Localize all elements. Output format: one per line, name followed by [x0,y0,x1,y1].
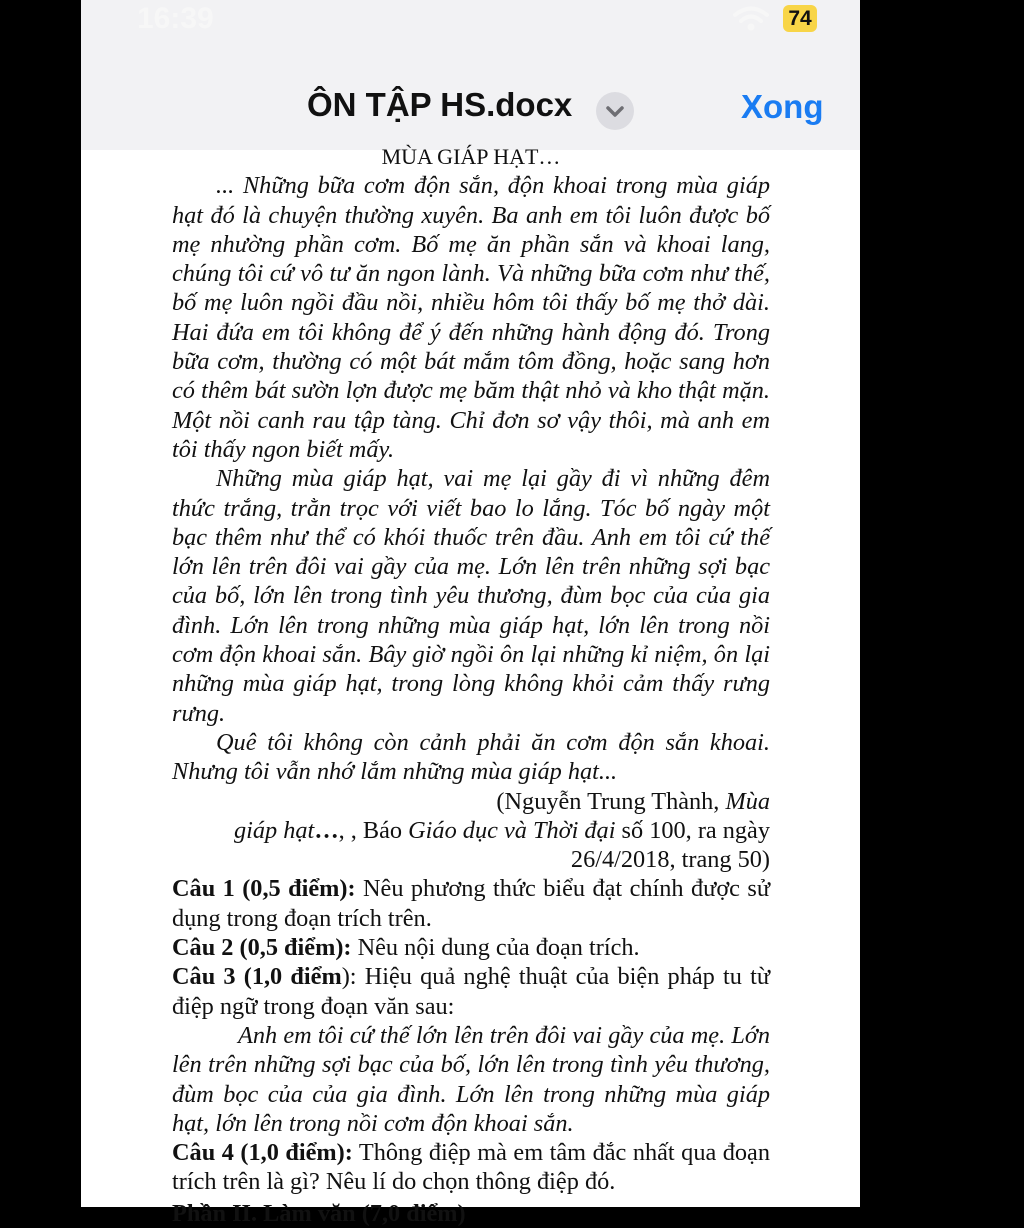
section-heading: MÙA GIÁP HẠT… [381,144,561,169]
battery-level-badge: 74 [783,5,817,32]
chevron-down-icon [596,92,634,130]
phone-screen [81,0,860,1227]
question-3: Câu 3 (1,0 điểm): Hiệu quả nghệ thuật của biện pháp tu từ điệp ngữ trong đoạn văn sau: [172,963,770,1020]
passage-paragraph-1: ... Những bữa cơm độn sắn, độn khoai trong mùa giáp hạt đó là chuyện thường xuyên. Ba anh em tôi luôn được bố mẹ nhường phần cơm. Bố mẹ ăn phần sắn và khoai lang, chúng tôi cứ vô tư ăn ngon lành. Và những bữa cơm như thế, bố mẹ luôn ngồi đầu nồi, nhiều hôm tôi thấy bố mẹ thở dài. Hai đứa em tôi không để ý đến những hành động đó. Trong bữa cơm, thường có một bát mắm tôm đồng, hoặc sang hơn có thêm bát sườn lợn được mẹ băm thật nhỏ và kho thật mặn. Một nồi canh rau tập tàng. Chỉ đơn sơ vậy thôi, mà anh em tôi thấy ngon biết mấy. [172,172,770,463]
question-2: Câu 2 (0,5 điểm): Nêu nội dung của đoạn trích. [172,934,640,962]
status-time: 16:39 [137,2,214,35]
status-bar [81,0,860,44]
wifi-icon [733,6,769,32]
done-button[interactable]: Xong [741,88,824,125]
quoted-passage: Anh em tôi cứ thế lớn lên trên đôi vai gầy của mẹ. Lớn lên trên những sợi bạc của bố, lớn lên trong tình yêu thương, đùm bọc của của gia đình. Lớn lên trong những mùa giáp hạt, lớn lên trong nồi cơm độn khoai sắn. [172,1021,770,1137]
title-menu-button[interactable] [596,92,634,130]
passage-paragraph-2: Những mùa giáp hạt, vai mẹ lại gầy đi vì những đêm thức trắng, trằn trọc với viết bao lo lắng. Tóc bố ngày một bạc thêm như thể có khói thuốc trên đầu. Anh em tôi cứ thế lớn lên trên đôi vai gầy của mẹ. Lớn lên trên những sợi bạc của bố, lớn lên trong tình yêu thương, đùm bọc của của gia đình. Lớn lên trong những mùa giáp hạt, lớn lên trong nồi cơm độn khoai sắn. Bây giờ ngồi ôn lại những kỉ niệm, ôn lại những mùa giáp hạt, trong lòng không khỏi cảm thấy rưng rưng. [172,465,770,727]
document-title[interactable]: ÔN TẬP HS.docx [307,86,573,123]
passage-paragraph-3: Quê tôi không còn cảnh phải ăn cơm độn sắn khoai. Nhưng tôi vẫn nhớ lắm những mùa giáp hạt... [172,728,770,786]
navigation-bar [81,44,860,150]
question-1: Câu 1 (0,5 điểm): Nêu phương thức biểu đạt chính được sử dụng trong đoạn trích trên. [172,875,770,932]
cutoff-section-heading: Phần II. Làm văn (7,0 điểm) [172,1199,466,1227]
question-4: Câu 4 (1,0 điểm): Thông điệp mà em tâm đắc nhất qua đoạn trích trên là gì? Nêu lí do chọn thông điệp đó. [172,1139,770,1196]
document-page[interactable] [81,144,860,1227]
source-line-2: giáp hạt…, , Báo Giáo dục và Thời đại số 100, ra ngày [233,816,770,844]
document-content [172,142,770,1228]
source-line-3: 26/4/2018, trang 50) [570,846,770,874]
source-line-1: (Nguyễn Trung Thành, Mùa [496,787,770,815]
